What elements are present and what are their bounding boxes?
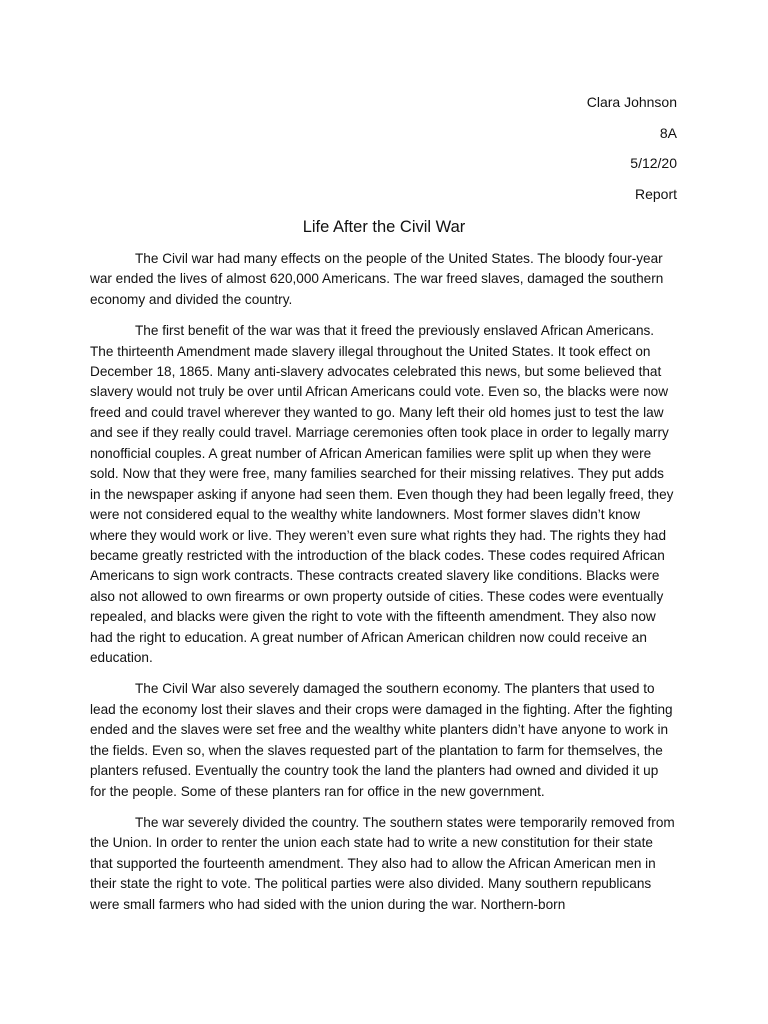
paragraph-southern-economy: The Civil War also severely damaged the southern economy. The planters that used to lead the economy lost their slaves and their crops were damaged in the fighting. After the fighting ended and the slaves were set free and the wealthy white planters didn’t have anyone to work in the fields. Even so, when the slaves requested part of the plantation to farm for themselves, the planters refused. Eventually the country took the land the planters had owned and divided it up for the people. Some of these planters ran for office in the new government. [90,681,673,799]
paragraph-intro: The Civil war had many effects on the people of the United States. The bloody four-year war ended the lives of almost 620,000 Americans. The war freed slaves, damaged the southern economy and divided the country. [90,251,664,307]
document-body [90,249,675,926]
paragraph-freed-slaves: The first benefit of the war was that it freed the previously enslaved African Americans. The thirteenth Amendment made slavery illegal throughout the United States. It took effect on December 18, 1865. Many anti-slavery advocates celebrated this news, but some believed that slavery would not truly be over until African Americans could vote. Even so, the blacks were now freed and could travel wherever they wanted to go. Many left their old homes just to test the law and see if they really could travel. Marriage ceremonies often took place in order to legally marry nonofficial couples. A great number of African American families were split up when they were sold. Now that they were free, many families searched for their missing relatives. They put adds in the newspaper asking if anyone had seen them. Even though they had been legally freed, they were not considered equal to the wealthy white landowners. Most former slaves didn’t know where they would work or live. They weren’t even sure what rights they had. The rights they had became greatly restricted with the introduction of the black codes. These codes required African Americans to sign work contracts. These contracts created slavery like conditions. Blacks were also not allowed to own firearms or own property outside of cities. These codes were eventually repealed, and blacks were given the right to vote with the fifteenth amendment. They also now had the right to education. A great number of African American children now could receive an education. [90,323,674,666]
class-name: 8A [659,124,677,141]
paragraph-divided-country: The war severely divided the country. The southern states were temporarily removed from the Union. In order to renter the union each state had to write a new constitution for their state that supported the fourteenth amendment. They also had to allow the African American men in their state the right to vote. The political parties were also divided. Many southern republicans were small farmers who had sided with the union during the war. Northern-born [90,814,675,912]
document-title: Life After the Civil War [302,218,466,236]
document-header [587,92,677,215]
author-name: Clara Johnson [586,94,677,110]
document-type: Report [634,186,677,203]
document-date: 5/12/20 [630,155,677,172]
